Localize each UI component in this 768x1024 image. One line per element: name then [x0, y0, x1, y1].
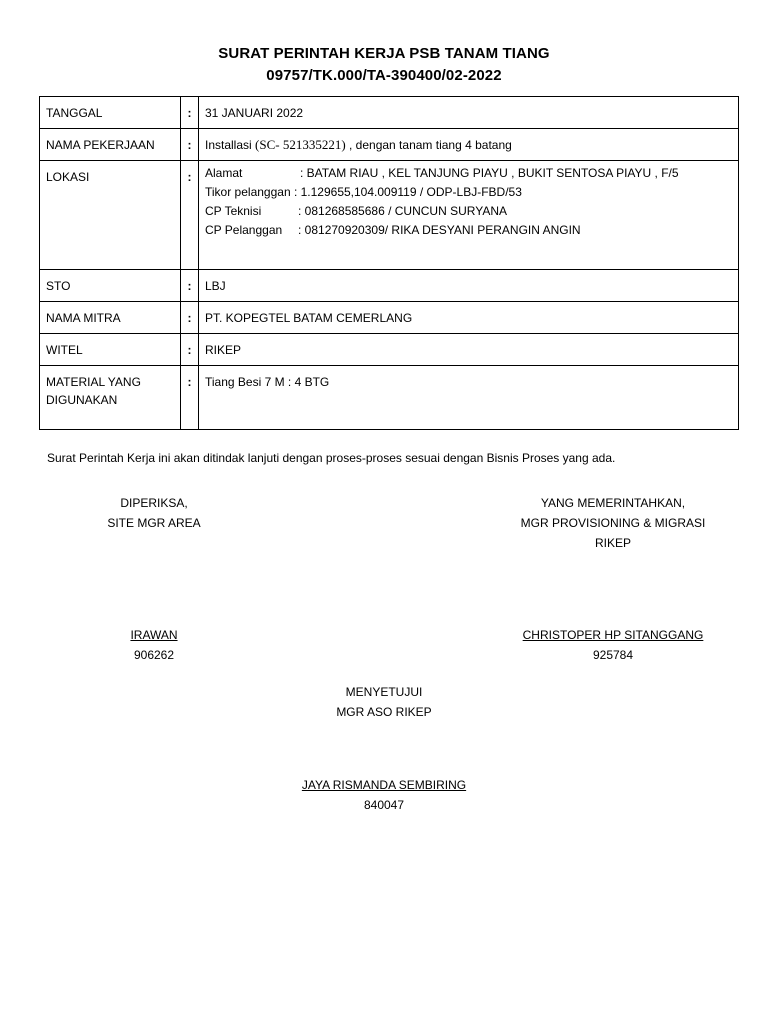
- statement-text: Surat Perintah Kerja ini akan ditindak lanjuti dengan proses-proses sesuai dengan Bisnis Proses yang ada.: [47, 451, 616, 465]
- sig-left-name: IRAWAN: [130, 628, 178, 642]
- colon: :: [181, 161, 199, 270]
- label-material-line2: DIGUNAKAN: [46, 393, 118, 407]
- row-nama-mitra: [40, 302, 739, 334]
- value-nama-mitra: PT. KOPEGTEL BATAM CEMERLANG: [199, 302, 739, 334]
- label-nama-pekerjaan: NAMA PEKERJAAN: [40, 129, 181, 161]
- sig-center-nik: 840047: [363, 798, 405, 812]
- value-witel: RIKEP: [199, 334, 739, 366]
- sig-right-nik: 925784: [592, 648, 634, 662]
- signature-center-name-block: [264, 775, 504, 815]
- alamat-key: Alamat: [205, 166, 243, 180]
- lokasi-cp-pelanggan: [205, 221, 732, 240]
- signature-block-right: [498, 493, 728, 553]
- tikor-value: : 1.129655,104.009119 / ODP-LBJ-FBD/53: [290, 185, 522, 199]
- lokasi-tikor: [205, 183, 732, 202]
- cp-teknisi-key: CP Teknisi: [205, 204, 262, 218]
- signature-left-name-block: [84, 625, 224, 665]
- sig-center-title: MGR ASO RIKEP: [336, 705, 432, 719]
- cp-pelanggan-key: CP Pelanggan: [205, 223, 283, 237]
- row-sto: [40, 270, 739, 302]
- row-material: [40, 366, 739, 430]
- sig-left-title: SITE MGR AREA: [107, 516, 201, 530]
- sig-right-name: CHRISTOPER HP SITANGGANG: [522, 628, 704, 642]
- label-tanggal: TANGGAL: [40, 97, 181, 129]
- sig-right-role: YANG MEMERINTAHKAN,: [540, 496, 686, 510]
- sig-right-unit: RIKEP: [594, 536, 631, 550]
- value-sto: LBJ: [199, 270, 739, 302]
- colon: :: [181, 270, 199, 302]
- document-title: SURAT PERINTAH KERJA PSB TANAM TIANG: [218, 45, 550, 62]
- colon: :: [181, 302, 199, 334]
- pekerjaan-suffix: , dengan tanam tiang 4 batang: [349, 138, 512, 152]
- cp-teknisi-value: : 081268585686 / CUNCUN SURYANA: [298, 204, 507, 218]
- row-lokasi: [40, 161, 739, 270]
- tikor-key: Tikor pelanggan: [205, 185, 291, 199]
- lokasi-cp-teknisi: [205, 202, 732, 221]
- value-tanggal: 31 JANUARI 2022: [199, 97, 739, 129]
- label-nama-mitra: NAMA MITRA: [40, 302, 181, 334]
- work-order-table: [39, 96, 739, 430]
- row-witel: [40, 334, 739, 366]
- colon: :: [181, 334, 199, 366]
- label-witel: WITEL: [40, 334, 181, 366]
- signature-block-left: [84, 493, 224, 533]
- signature-block-center: [284, 682, 484, 722]
- value-material: Tiang Besi 7 M : 4 BTG: [199, 366, 739, 430]
- label-lokasi: LOKASI: [40, 161, 181, 270]
- lokasi-alamat: [205, 164, 732, 183]
- sig-left-role: DIPERIKSA,: [120, 496, 188, 510]
- label-material-line1: MATERIAL YANG: [46, 375, 141, 389]
- cp-pelanggan-value: : 081270920309/ RIKA DESYANI PERANGIN ANGIN: [298, 223, 581, 237]
- pekerjaan-prefix: Installasi: [205, 138, 252, 152]
- colon: :: [181, 97, 199, 129]
- colon: :: [181, 129, 199, 161]
- label-sto: STO: [40, 270, 181, 302]
- sig-center-role: MENYETUJUI: [345, 685, 423, 699]
- alamat-value: : BATAM RIAU , KEL TANJUNG PIAYU , BUKIT SENTOSA PIAYU , F/5: [300, 166, 679, 180]
- sig-left-nik: 906262: [133, 648, 175, 662]
- value-lokasi: [199, 161, 739, 270]
- value-nama-pekerjaan: [199, 129, 739, 161]
- row-tanggal: [40, 97, 739, 129]
- sig-center-name: JAYA RISMANDA SEMBIRING: [301, 778, 467, 792]
- colon: :: [181, 366, 199, 430]
- service-order-id: (SC- 521335221): [255, 137, 346, 152]
- document-number: 09757/TK.000/TA-390400/02-2022: [266, 67, 502, 84]
- row-nama-pekerjaan: [40, 129, 739, 161]
- sig-right-title: MGR PROVISIONING & MIGRASI: [520, 516, 706, 530]
- signature-right-name-block: [498, 625, 728, 665]
- label-material: [40, 366, 181, 430]
